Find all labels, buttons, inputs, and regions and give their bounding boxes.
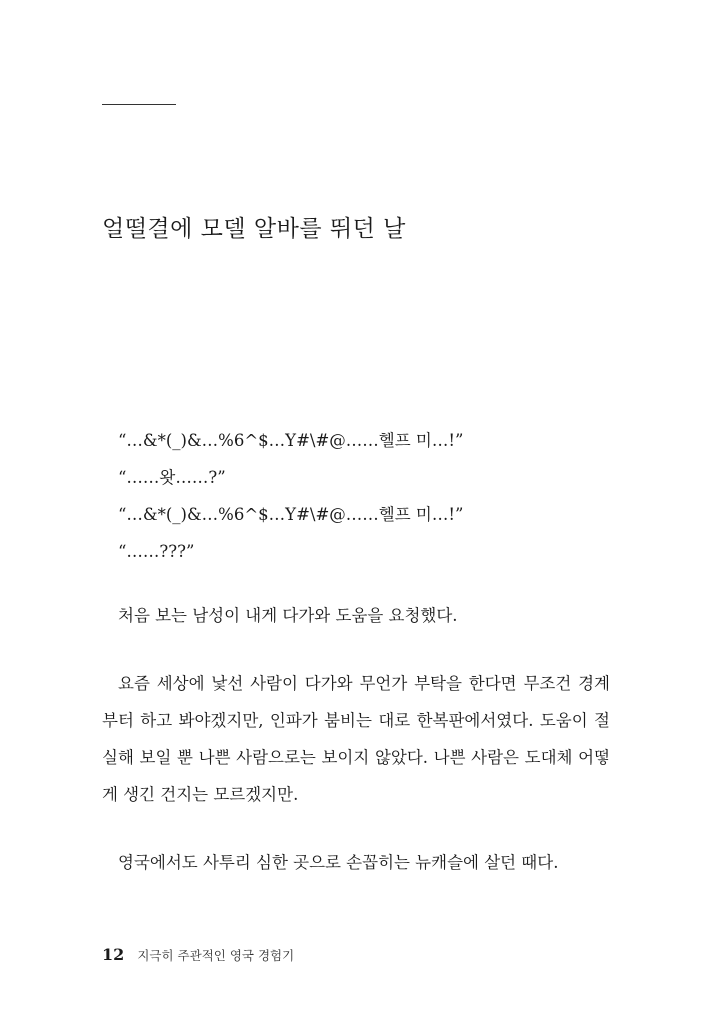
dialogue-line: “…&*(_)&…%6^$…Y#\#@……헬프 미…!” <box>118 431 464 450</box>
chapter-title: 얼떨결에 모델 알바를 뛰던 날 <box>102 216 406 242</box>
running-book-title: 지극히 주관적인 영국 경험기 <box>137 948 295 963</box>
paragraph: 영국에서도 사투리 심한 곳으로 손꼽히는 뉴캐슬에 살던 때다. <box>118 853 559 872</box>
dialogue-line: “……왓……?” <box>118 468 226 487</box>
chapter-divider-rule <box>102 104 176 105</box>
page-footer <box>102 945 294 964</box>
page-number: 12 <box>102 945 125 964</box>
dialogue-block <box>102 422 610 570</box>
dialogue-line: “……???” <box>118 542 195 561</box>
paragraph: 처음 보는 남성이 내게 다가와 도움을 요청했다. <box>118 606 458 625</box>
paragraph: 요즘 세상에 낯선 사람이 다가와 무언가 부탁을 한다면 무조건 경계부터 하고 봐야겠지만, 인파가 붐비는 대로 한복판에서였다. 도움이 절실해 보일 뿐 나쁜 사람으로는 보이지 않았다. 나쁜 사람은 도대체 어떻게 생긴 건지는 모르겠지만. <box>102 674 610 804</box>
dialogue-line: “…&*(_)&…%6^$…Y#\#@……헬프 미…!” <box>118 505 464 524</box>
